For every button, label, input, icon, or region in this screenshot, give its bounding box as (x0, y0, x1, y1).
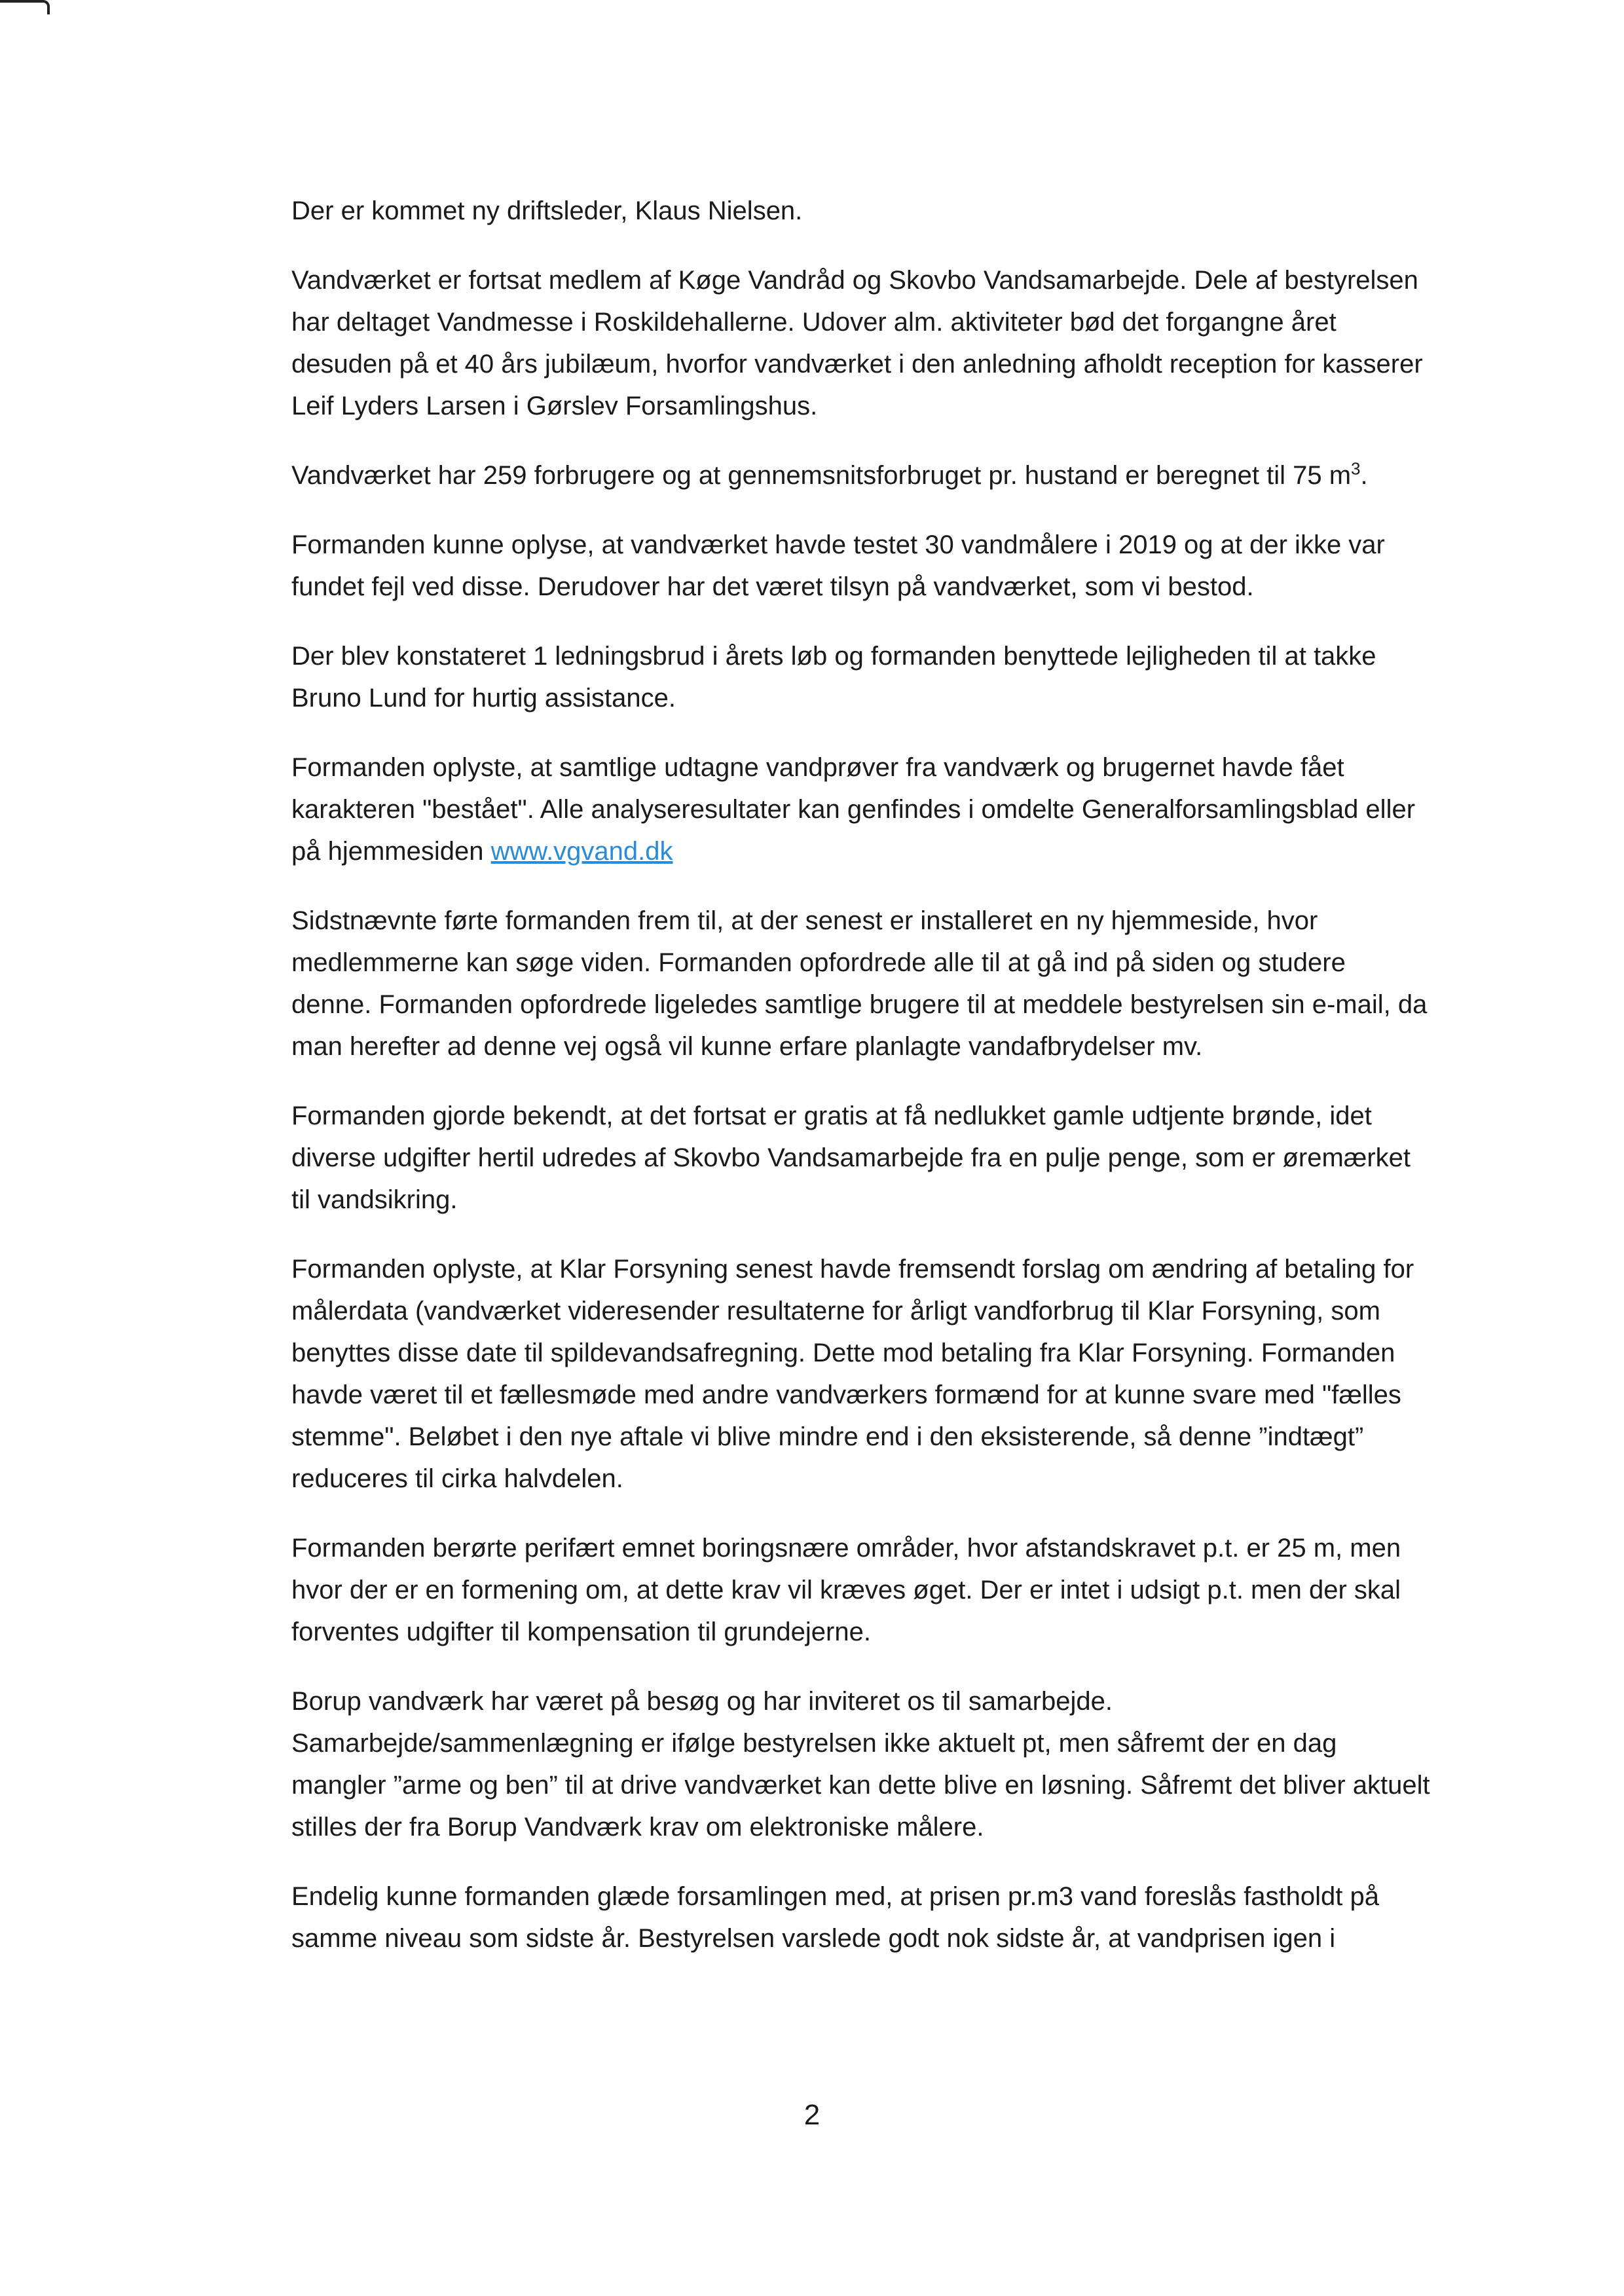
document-body (291, 190, 1431, 1987)
website-link[interactable]: www.vgvand.dk (490, 837, 673, 866)
paragraph-water-price: Endelig kunne formanden glæde forsamlingen med, at prisen pr.m3 vand foreslås fastholdt på samme niveau som sidste år. Bestyrelsen varslede godt nok sidste år, at vandprisen igen i (291, 1882, 1379, 1953)
paragraph-borup-cooperation: Borup vandværk har været på besøg og har inviteret os til samarbejde. Samarbejde/sammenlægning er ifølge bestyrelsen ikke aktuelt pt, men såfremt der en dag mangler ”arme og ben” til at drive vandværket kan dette blive en løsning. Såfremt det bliver aktuelt stilles der fra Borup Vandværk krav om elektroniske målere. (291, 1687, 1430, 1842)
paragraph-membership: Vandværket er fortsat medlem af Køge Vandråd og Skovbo Vandsamarbejde. Dele af bestyrelsen har deltaget Vandmesse i Roskildehallerne. Udover alm. aktiviteter bød det forgangne året desuden på et 40 års jubilæum, hvorfor vandværket i den anledning afholdt reception for kasserer Leif Lyders Larsen i Gørslev Forsamlingshus. (291, 266, 1423, 420)
paragraph-new-website: Sidstnævnte førte formanden frem til, at der senest er installeret en ny hjemmeside, hvor medlemmerne kan søge viden. Formanden opfordrede alle til at gå ind på siden og studere denne. Formanden opfordrede ligeledes samtlige brugere til at meddele bestyrelsen sin e-mail, da man herefter ad denne vej også vil kunne erfare planlagte vandafbrydelser mv. (291, 906, 1428, 1061)
paragraph-water-samples: Formanden oplyste, at samtlige udtagne vandprøver fra vandværk og brugernet havde fået karakteren "bestået". Alle analyseresultater kan genfindes i omdelte Generalforsamlingsblad eller på hjemmesiden www.vgvand.dk (291, 753, 1416, 866)
paragraph-boring-areas: Formanden berørte perifært emnet boringsnære områder, hvor afstandskravet p.t. er 25 m, men hvor der er en formening om, at dette krav vil kræves øget. Der er intet i udsigt p.t. men der skal forventes udgifter til kompensation til grundejerne. (291, 1534, 1401, 1646)
paragraph-klar-forsyning: Formanden oplyste, at Klar Forsyning senest havde fremsendt forslag om ændring af betaling for målerdata (vandværket videresender resultaterne for årligt vandforbrug til Klar Forsyning, som benyttes disse date til spildevandsafregning. Dette mod betaling fra Klar Forsyning. Formanden havde været til et fællesmøde med andre vandværkers formænd for at kunne svare med "fælles stemme". Beløbet i den nye aftale vi blive mindre end i den eksisterende, så denne ”indtægt” reduceres til cirka halvdelen. (291, 1255, 1414, 1493)
paragraph-consumers: Vandværket har 259 forbrugere og at gennemsnitsforbruget pr. hustand er beregnet til 75 $m^3$. (291, 458, 1368, 490)
scan-corner-mark (0, 0, 50, 14)
paragraph-wells: Formanden gjorde bekendt, at det fortsat er gratis at få nedlukket gamle udtjente brønde, idet diverse udgifter hertil udredes af Skovbo Vandsamarbejde fra en pulje penge, som er øremærket til vandsikring. (291, 1102, 1411, 1214)
superscript-3: 3 (1351, 458, 1361, 479)
page-number: 2 (803, 2099, 821, 2131)
paragraph-water-meters: Formanden kunne oplyse, at vandværket havde testet 30 vandmålere i 2019 og at der ikke var fundet fejl ved disse. Derudover har det været tilsyn på vandværket, som vi bestod. (291, 530, 1385, 601)
paragraph-driftsleder: Der er kommet ny driftsleder, Klaus Nielsen. (291, 196, 803, 225)
paragraph-pipe-break: Der blev konstateret 1 ledningsbrud i årets løb og formanden benyttede lejligheden til at takke Bruno Lund for hurtig assistance. (291, 642, 1376, 713)
